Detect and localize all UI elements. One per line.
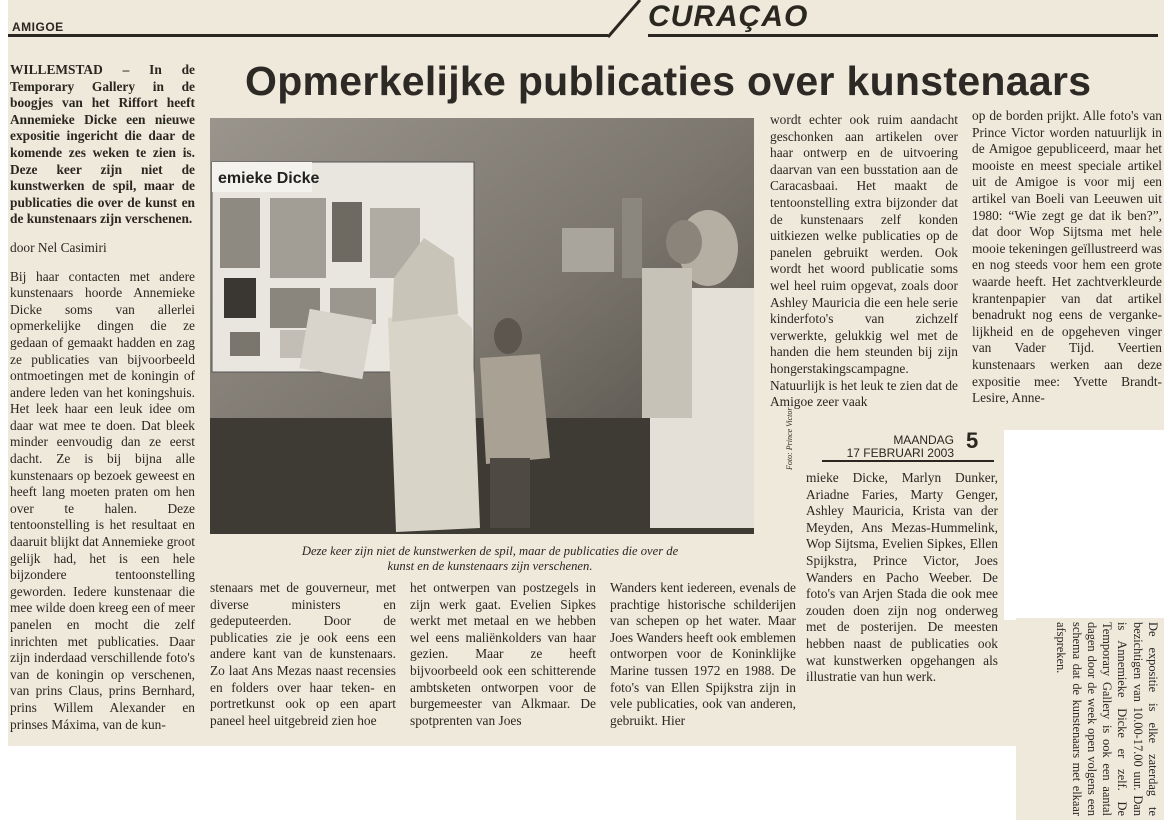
panel-label: emieke Dicke bbox=[218, 170, 320, 187]
photo-credit: Foto: Prince Victor bbox=[785, 407, 794, 470]
exhibition-photo bbox=[210, 118, 754, 534]
section-label: AMIGOE bbox=[12, 20, 64, 34]
headline: Opmerkelijke publicaties over kunstenaars bbox=[245, 58, 1092, 104]
column-1 bbox=[10, 62, 195, 744]
header-rule-right bbox=[648, 34, 1158, 37]
dateline-day: MAANDAG bbox=[893, 433, 954, 447]
clipping-right bbox=[1164, 0, 1169, 100]
dateline-date: 17 FEBRUARI 2003 bbox=[846, 446, 954, 460]
byline: door Nel Casimiri bbox=[10, 239, 107, 255]
column-1-text: Bij haar contacten met andere kunstenaars hoorde Annemieke Dicke soms van allerlei opmerkelijke dingen die ze gedaan of gemaakt hadden en zag ze publicaties van bijvoorbeeld ontmoetingen met de koningin of andere leden van het koningshuis. Het leek haar een leuk idee om daar wat mee te doen. Dat bleek minder eenvoudig dan ze eerst dacht. Ze is bij bijna alle kunstenaars op bezoek geweest en heeft lang moeten praten om hen over te halen. Deze tentoonstelling is het resultaat en daaruit blijkt dat Annemieke groot gelijk had, het is een hele bijzondere tentoonstelling geworden. Iedere kunstenaar die mee wilde doen kreeg een of meer panelen en mocht die zelf inrichten met publicaties. Daar zijn inderdaad verschillende foto's van de koningin op verschenen, van prins Claus, prins Bernhard, prins Willem Alexander en prinses Máxima, van de kun- bbox=[10, 268, 195, 732]
lead-paragraph: WILLEMSTAD – In de Temporary Gallery in de boogjes van het Riffort heeft Annemieke Dicke een nieuwe expositie ingericht die daar de komende zes weken te zien is. Deze keer zijn niet de kunstwerken de spil, maar de publicaties die over de kunst en de kunstenaars zijn verschenen. bbox=[10, 62, 195, 227]
column-2: stenaars met de gouverneur, met diverse ministers en gedeputeerden. Door de publicaties zie je ook eens een andere kant van de kunstenaars. Zo laat Ans Mezas naast recensies en folders over haar teken- en portretkunst ook op een apart paneel heel uitgebreid zien hoe bbox=[210, 580, 396, 728]
header-rule-left bbox=[8, 34, 608, 37]
column-3: het ontwerpen van postzegels in zijn werk gaat. Evelien Sipkes werkt met metaal en we hebben wel eens maliënkolders van haar gezien. Maar ze heeft bijvoorbeeld ook een schitterende ambtsketen ontworpen voor de burgemeester van Alkmaar. De spotprenten van Joes bbox=[410, 580, 596, 728]
clipping-blank-right bbox=[1004, 430, 1169, 620]
sidebar-text: De expositie is elke zaterdag te bezichtigen van 10.00-17.00 uur. Dan is Annemieke Dicke er zelf. De Temporary Gallery is ook een aantal dagen door de week open volgens een schema dat de kunstenaars met elkaar afspreken. bbox=[1054, 622, 1160, 816]
dateline-rule bbox=[822, 460, 994, 462]
column-5: wordt echter ook ruim aandacht geschonken aan artikelen over haar ontwerp en de uitvoering daarvan van een busstation aan de Caracasbaai. Het maakt de tentoonstelling extra bijzonder dat de kunstenaars zelf konden uitkiezen welke publicaties op de panelen gebruikt werden. Ook wordt het woord publicatie soms wel heel ruim opgevat, zoals door Ashley Mauricia die een hele serie kinderfoto's van zichzelf verwerkte, gelukkig wel met de handen die hem steunden bij zijn hongerstakingscampagne. Natuurlijk is het leuk te zien dat de Amigoe zeer vaak bbox=[770, 112, 958, 410]
masthead-curacao: CURAÇAO bbox=[648, 0, 809, 33]
dateline bbox=[822, 434, 954, 460]
page-number: 5 bbox=[966, 428, 979, 453]
sidebar-box bbox=[1022, 622, 1160, 816]
photo-caption: Deze keer zijn niet de kunstwerken de spil, maar de publicaties die over de kunst en de kunstenaars zijn verschenen. bbox=[301, 544, 679, 573]
masthead-slash bbox=[600, 0, 650, 40]
column-7: mieke Dicke, Marlyn Dunker, Ariadne Faries, Marty Genger, Ashley Mauricia, Krista van der Meyden, Ans Mezas-Hummelink, Wop Sijtsma, Evelien Sipkes, Ellen Spijkstra, Prince Victor, Joes Wanders en Pacho Weeber. De foto's van Arjen Stada die ook mee zouden doen zijn nog onderweg met de posterijen. De meesten hebben naast de publicaties ook wat kunstwerken opgehangen als illustratie van hun werk. bbox=[806, 470, 998, 685]
column-4: Wanders kent iedereen, evenals de prachtige historische schilderijen van schepen op het water. Maar Joes Wanders heeft ook emblemen ontworpen voor de Koninklijke Marine tussen 1972 en 1988. De foto's van Ellen Spijkstra zijn in vele publicaties, ook van anderen, gebruikt. Hier bbox=[610, 580, 796, 728]
column-6: op de borden prijkt. Alle foto's van Prince Victor worden natuurlijk in de Amigoe gepubliceerd, maar het mooiste en meest speciale artikel uit de Amigoe is voor mij een artikel van Boeli van Leeuwen uit 1980: “Wie zegt ge dat ik ben?”, dat door Wop Sijtsma met hele mooie tekeningen geïllustreerd was en nog steeds voor hem een grote waarde heeft. Het zachtverkleurde krantenpapier van dat artikel benadrukt nog eens de vergankelijkheid en de opgeheven vinger van Vader Tijd. Veertien kunstenaars werken aan deze expositie mee: Yvette Brandt-Lesire, Anne- bbox=[972, 108, 1162, 406]
